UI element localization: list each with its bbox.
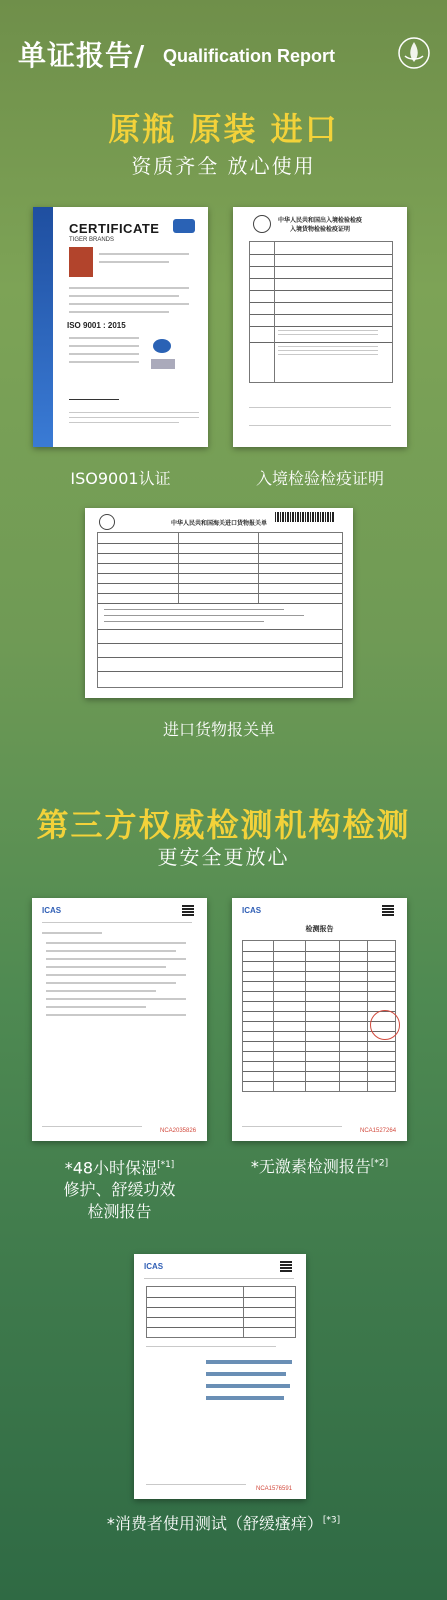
page-subtitle: Qualification Report	[163, 46, 336, 66]
quarantine-certificate-image	[233, 207, 407, 447]
report2-serial: NCA1527264	[360, 1128, 397, 1134]
caption-report-1-line1: *48小时保湿	[64, 1158, 158, 1178]
customs-title: 中华人民共和国海关进口货物报关单	[170, 520, 267, 527]
report3-bar	[206, 1384, 290, 1388]
section1-headline: 原瓶 原装 进口	[108, 110, 339, 148]
quarantine-title-2: 入境货物检验检疫证明	[289, 226, 350, 233]
caption-report-2-footnote: [*2]	[370, 1158, 389, 1169]
report1-serial: NCA2035826	[160, 1128, 197, 1134]
customs-declaration-image	[85, 508, 353, 698]
caption-report-1-line3: 检测报告	[87, 1202, 152, 1222]
certificate-brand: TIGER BRANDS	[69, 237, 115, 243]
caption-customs-declaration: 进口货物报关单	[162, 720, 275, 739]
report2-logo: ICAS	[242, 906, 262, 915]
tiger-logo-image	[69, 247, 93, 277]
caption-report-3	[60, 1511, 387, 1534]
caption-iso-certificate: ISO9001认证	[70, 469, 171, 488]
certificate-side-stripe	[33, 207, 53, 447]
certificate-badge	[173, 219, 195, 233]
caption-report-1-line2: 修护、舒缓功效	[63, 1180, 176, 1200]
section2-subheadline: 更安全更放心	[157, 845, 290, 869]
iaf-logo-icon	[153, 339, 171, 353]
report3-bar-chart	[146, 1358, 294, 1414]
customs-table	[97, 532, 343, 688]
report1-logo: ICAS	[42, 906, 62, 915]
caption-report-1	[32, 1154, 207, 1223]
section2-headline: 第三方权威检测机构检测	[36, 806, 411, 844]
caption-report-2	[232, 1154, 407, 1177]
caption-report-1-footnote: [*1]	[157, 1160, 175, 1170]
report3-bar	[206, 1396, 284, 1400]
red-seal-stamp-icon	[370, 1010, 400, 1040]
test-report-2-image	[232, 898, 407, 1141]
report3-serial: NCA1576591	[256, 1486, 293, 1492]
report2-qr-icon	[382, 904, 394, 916]
report3-qr-icon	[280, 1260, 292, 1272]
report3-table	[146, 1286, 296, 1338]
page-title: 单证报告/	[18, 39, 146, 72]
test-report-3-image	[134, 1254, 306, 1499]
report3-bar	[206, 1360, 292, 1364]
leaf-drop-icon	[397, 36, 431, 70]
signature-image	[69, 385, 119, 400]
report1-qr-icon	[182, 904, 194, 916]
caption-quarantine-certificate: 入境检验检疫证明	[255, 469, 384, 488]
certificate-title: CERTIFICATE	[69, 221, 160, 236]
caption-report-3-text: *消费者使用测试（舒缓瘙痒）	[106, 1514, 323, 1533]
section1-subheadline: 资质齐全 放心使用	[131, 154, 316, 178]
caption-report-3-footnote: [*3]	[322, 1515, 341, 1526]
report3-bar	[206, 1372, 286, 1376]
iso-certificate-image	[33, 207, 208, 447]
report2-title: 检测报告	[305, 925, 334, 933]
barcode-image	[275, 512, 335, 522]
report3-logo: ICAS	[144, 1262, 164, 1271]
dqs-logo-icon	[151, 359, 175, 369]
certificate-iso-standard: ISO 9001 : 2015	[67, 321, 126, 330]
quarantine-table	[249, 241, 393, 383]
caption-report-2-text: *无激素检测报告	[250, 1157, 371, 1176]
test-report-1-image	[32, 898, 207, 1141]
quarantine-title-1: 中华人民共和国出入境检验检疫	[277, 217, 362, 224]
